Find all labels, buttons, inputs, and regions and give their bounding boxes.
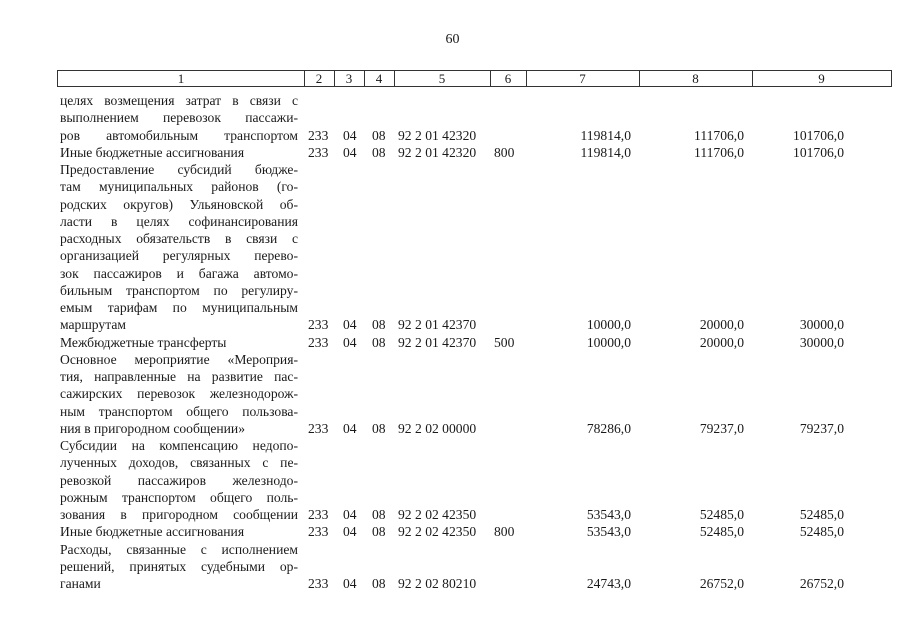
target-article: 92 2 02 00000 — [398, 420, 477, 436]
amount-col9: 52485,0 — [799, 524, 844, 540]
table-row — [0, 178, 905, 195]
target-article: 92 2 01 42370 — [398, 334, 477, 350]
amount-col8: 111706,0 — [694, 144, 744, 160]
row-description: Иные бюджетные ассигнования — [60, 144, 245, 160]
target-article: 92 2 02 42350 — [398, 507, 477, 522]
row-description: зок пассажиров и багажа автомо- — [60, 265, 298, 281]
subsection: 08 — [372, 524, 386, 540]
subsection: 08 — [372, 127, 386, 143]
row-description: тия, направленные на развитие пас- — [60, 369, 298, 384]
row-description: зования в пригородном сообщении — [60, 507, 298, 522]
table-row — [0, 420, 905, 437]
table-row — [0, 282, 905, 299]
row-description: Расходы, связанные с исполнением — [60, 541, 298, 557]
table-row — [0, 299, 905, 316]
admin-code: 233 — [308, 507, 329, 522]
amount-col7: 119814,0 — [580, 144, 631, 160]
amount-col9: 101706,0 — [793, 144, 844, 160]
row-description: расходных обязательств в связи с — [60, 231, 298, 246]
amount-col7: 10000,0 — [586, 334, 631, 350]
table-row — [0, 247, 905, 264]
table-row — [0, 92, 905, 109]
table-row — [0, 161, 905, 178]
target-article: 92 2 01 42320 — [398, 127, 477, 143]
row-description: целях возмещения затрат в связи с — [60, 93, 298, 108]
amount-col7: 53543,0 — [586, 524, 631, 540]
row-description: ров автомобильным транспортом — [60, 127, 298, 143]
row-description: Субсидии на компенсацию недопо- — [60, 438, 298, 453]
subsection: 08 — [372, 420, 386, 436]
target-article: 92 2 02 80210 — [398, 576, 477, 591]
admin-code: 233 — [308, 576, 329, 591]
amount-col7: 53543,0 — [586, 507, 631, 522]
table-row — [0, 437, 905, 454]
table-header — [57, 70, 892, 87]
table-row — [0, 351, 905, 368]
table-row — [0, 316, 905, 333]
table-row — [0, 368, 905, 385]
header-col-2: 2 — [304, 71, 335, 86]
table-row — [0, 403, 905, 420]
row-description: ревозкой пассажиров железнодо- — [60, 472, 298, 488]
section: 04 — [343, 576, 357, 591]
subsection: 08 — [372, 507, 386, 522]
admin-code: 233 — [308, 524, 329, 540]
row-description: Предоставление субсидий бюдже- — [60, 162, 298, 177]
row-description: родских округов) Ульяновской об- — [60, 196, 298, 212]
admin-code: 233 — [308, 420, 329, 436]
row-description: ния в пригородном сообщении» — [60, 420, 245, 436]
admin-code: 233 — [308, 144, 329, 160]
table-row — [0, 575, 905, 592]
target-article: 92 2 01 42320 — [398, 144, 477, 160]
admin-code: 233 — [308, 334, 329, 350]
table-row — [0, 489, 905, 506]
row-description: Межбюджетные трансферты — [60, 334, 227, 350]
amount-col9: 30000,0 — [799, 334, 844, 350]
row-description: бильным транспортом по регулиру- — [60, 282, 298, 298]
row-description: организацией регулярных перево- — [60, 248, 298, 264]
expense-type: 800 — [494, 524, 515, 540]
row-description: ласти в целях софинансирования — [60, 213, 298, 229]
section: 04 — [343, 127, 357, 143]
amount-col8: 20000,0 — [699, 317, 744, 333]
row-description: ганами — [60, 576, 101, 591]
table-row — [0, 213, 905, 230]
table-row — [0, 196, 905, 213]
amount-col9: 52485,0 — [799, 507, 844, 522]
amount-col7: 119814,0 — [580, 127, 631, 143]
target-article: 92 2 01 42370 — [398, 317, 477, 333]
row-description: ным транспортом общего пользова- — [60, 403, 298, 419]
section: 04 — [343, 507, 357, 522]
subsection: 08 — [372, 334, 386, 350]
row-description: емым тарифам по муниципальным — [60, 300, 298, 315]
subsection: 08 — [372, 144, 386, 160]
amount-col9: 26752,0 — [799, 576, 844, 591]
row-description: решений, принятых судебными ор- — [60, 558, 298, 574]
subsection: 08 — [372, 576, 386, 591]
header-col-1: 1 — [58, 71, 305, 86]
amount-col8: 79237,0 — [699, 420, 744, 436]
amount-col8: 20000,0 — [699, 334, 744, 350]
amount-col8: 52485,0 — [699, 524, 744, 540]
amount-col9: 101706,0 — [793, 127, 844, 143]
expense-type: 800 — [494, 144, 515, 160]
table-row — [0, 109, 905, 126]
amount-col7: 78286,0 — [586, 420, 631, 436]
amount-col8: 26752,0 — [699, 576, 744, 591]
admin-code: 233 — [308, 317, 329, 333]
table-row — [0, 472, 905, 489]
table-row — [0, 541, 905, 558]
section: 04 — [343, 334, 357, 350]
table-row — [0, 385, 905, 402]
page-number: 60 — [445, 32, 460, 47]
section: 04 — [343, 420, 357, 436]
table-row — [0, 230, 905, 247]
amount-col7: 10000,0 — [586, 317, 631, 333]
section: 04 — [343, 144, 357, 160]
header-col-4: 4 — [364, 71, 395, 86]
row-description: рожным транспортом общего поль- — [60, 489, 298, 505]
row-description: Основное мероприятие «Мероприя- — [60, 351, 298, 367]
table-row — [0, 506, 905, 523]
section: 04 — [343, 524, 357, 540]
amount-col8: 111706,0 — [694, 127, 744, 143]
amount-col9: 30000,0 — [799, 317, 844, 333]
table-row — [0, 454, 905, 471]
header-col-7: 7 — [526, 71, 640, 86]
header-col-5: 5 — [394, 71, 491, 86]
row-description: Иные бюджетные ассигнования — [60, 524, 245, 540]
row-description: сажирских перевозок железнодорож- — [60, 386, 298, 402]
row-description: маршрутам — [60, 317, 126, 333]
row-description: там муниципальных районов (го- — [60, 179, 298, 195]
header-col-3: 3 — [334, 71, 365, 86]
amount-col9: 79237,0 — [799, 420, 844, 436]
table-row — [0, 265, 905, 282]
header-col-8: 8 — [639, 71, 753, 86]
expense-type: 500 — [494, 334, 515, 350]
subsection: 08 — [372, 317, 386, 333]
header-col-9: 9 — [818, 71, 825, 86]
table-row — [0, 558, 905, 575]
row-description: лученных доходов, связанных с пе- — [60, 455, 298, 471]
section: 04 — [343, 317, 357, 333]
table-row — [0, 144, 905, 161]
target-article: 92 2 02 42350 — [398, 524, 477, 540]
amount-col8: 52485,0 — [699, 507, 744, 522]
row-description: выполнением перевозок пассажи- — [60, 110, 298, 126]
admin-code: 233 — [308, 127, 329, 143]
amount-col7: 24743,0 — [586, 576, 631, 591]
header-col-6: 6 — [490, 71, 527, 86]
table-row — [0, 334, 905, 351]
table-row — [0, 523, 905, 540]
table-row — [0, 127, 905, 144]
